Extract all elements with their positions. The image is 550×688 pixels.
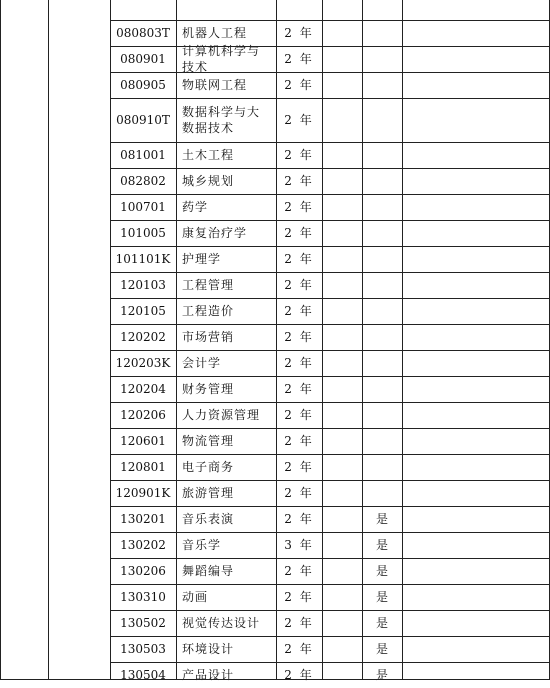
major-code-cell: 101005: [120, 226, 166, 240]
row-divider: [110, 98, 550, 99]
major-code-cell: 120203K: [115, 356, 171, 370]
study-length-cell: 3 年: [284, 538, 314, 552]
major-name-cell: 电子商务: [182, 460, 235, 474]
flag-cell: [362, 272, 402, 298]
table-row: [0, 610, 550, 636]
row-divider: [110, 428, 550, 429]
major-name-cell: 财务管理: [182, 382, 235, 396]
row-divider: [110, 246, 550, 247]
study-length-cell: 2 年: [284, 226, 314, 240]
study-length-cell: 2 年: [284, 113, 314, 127]
flag-cell: [362, 46, 402, 72]
major-code-cell: 080901: [120, 52, 166, 66]
major-code-cell: 120206: [120, 408, 166, 422]
major-code-cell: 082802: [120, 174, 166, 188]
major-name-cell: 护理学: [182, 252, 222, 266]
major-name-cell: 工程管理: [182, 278, 235, 292]
study-length-cell: 2 年: [284, 148, 314, 162]
table-row: [0, 506, 550, 532]
table-row: [0, 402, 550, 428]
flag-cell: [362, 376, 402, 402]
row-divider: [110, 480, 550, 481]
flag-cell: [362, 246, 402, 272]
table-row: [0, 662, 550, 688]
major-name-cell: 工程造价: [182, 304, 235, 318]
table-row: [0, 558, 550, 584]
major-name-cell: 环境设计: [182, 642, 235, 656]
table-row: [0, 272, 550, 298]
table-row: [0, 298, 550, 324]
table-row: [0, 72, 550, 98]
major-name-cell: 数据科学与大数据技术: [182, 105, 261, 135]
row-divider: [110, 142, 550, 143]
flag-cell: [362, 402, 402, 428]
table-row: [0, 20, 550, 46]
flag-cell: [362, 298, 402, 324]
major-name-cell: 城乡规划: [182, 174, 235, 188]
study-length-cell: 2 年: [284, 512, 314, 526]
row-divider: [110, 168, 550, 169]
flag-cell: 是: [375, 668, 388, 682]
row-divider: [110, 194, 550, 195]
major-code-cell: 120601: [120, 434, 166, 448]
flag-cell: [362, 98, 402, 142]
study-length-cell: 2 年: [284, 252, 314, 266]
flag-cell: [362, 220, 402, 246]
study-length-cell: 2 年: [284, 668, 314, 682]
flag-cell: 是: [375, 538, 388, 552]
flag-cell: [362, 454, 402, 480]
table-row: [0, 454, 550, 480]
major-name-cell: 动画: [182, 590, 209, 604]
row-divider: [110, 298, 550, 299]
row-divider: [110, 72, 550, 73]
row-divider: [110, 558, 550, 559]
study-length-cell: 2 年: [284, 330, 314, 344]
major-name-cell: 产品设计: [182, 668, 235, 682]
major-name-cell: 市场营销: [182, 330, 235, 344]
table-row: [0, 194, 550, 220]
flag-cell: [362, 168, 402, 194]
major-code-cell: 080803T: [116, 26, 170, 40]
table-row: [0, 46, 550, 72]
table-row: [0, 168, 550, 194]
table-row: [0, 532, 550, 558]
table-row: [0, 584, 550, 610]
major-name-cell: 药学: [182, 200, 209, 214]
study-length-cell: 2 年: [284, 78, 314, 92]
table-row: [0, 98, 550, 142]
major-code-cell: 101101K: [115, 252, 171, 266]
flag-cell: 是: [375, 512, 388, 526]
table-row: [0, 324, 550, 350]
table-row: [0, 480, 550, 506]
study-length-cell: 2 年: [284, 278, 314, 292]
major-code-cell: 130503: [120, 642, 166, 656]
major-code-cell: 130202: [120, 538, 166, 552]
major-name-cell: 音乐表演: [182, 512, 235, 526]
major-code-cell: 080910T: [116, 113, 170, 127]
flag-cell: [362, 428, 402, 454]
study-length-cell: 2 年: [284, 52, 314, 66]
major-code-cell: 120901K: [115, 486, 171, 500]
major-code-cell: 120202: [120, 330, 166, 344]
study-length-cell: 2 年: [284, 460, 314, 474]
flag-cell: 是: [375, 616, 388, 630]
major-code-cell: 100701: [120, 200, 166, 214]
flag-cell: [362, 480, 402, 506]
major-code-cell: 130502: [120, 616, 166, 630]
row-divider: [110, 584, 550, 585]
study-length-cell: 2 年: [284, 304, 314, 318]
table-row: [0, 142, 550, 168]
flag-cell: 是: [375, 590, 388, 604]
major-name-cell: 计算机科学与技术: [182, 44, 261, 74]
row-divider: [110, 454, 550, 455]
row-divider: [110, 324, 550, 325]
row-divider: [110, 532, 550, 533]
table-row: [0, 376, 550, 402]
major-code-cell: 130504: [120, 668, 166, 682]
study-length-cell: 2 年: [284, 434, 314, 448]
flag-cell: 是: [375, 642, 388, 656]
major-name-cell: 会计学: [182, 356, 222, 370]
row-divider: [110, 376, 550, 377]
table-row: [0, 220, 550, 246]
flag-cell: [362, 194, 402, 220]
row-divider: [110, 350, 550, 351]
major-name-cell: 旅游管理: [182, 486, 235, 500]
study-length-cell: 2 年: [284, 642, 314, 656]
major-code-cell: 120105: [120, 304, 166, 318]
major-name-cell: 视觉传达设计: [182, 616, 261, 630]
major-name-cell: 人力资源管理: [182, 408, 261, 422]
flag-cell: [362, 350, 402, 376]
study-length-cell: 2 年: [284, 382, 314, 396]
study-length-cell: 2 年: [284, 486, 314, 500]
major-code-cell: 120103: [120, 278, 166, 292]
study-length-cell: 2 年: [284, 200, 314, 214]
major-name-cell: 音乐学: [182, 538, 222, 552]
row-divider: [110, 20, 550, 21]
study-length-cell: 2 年: [284, 564, 314, 578]
table-row: [0, 246, 550, 272]
major-name-cell: 物流管理: [182, 434, 235, 448]
major-code-cell: 130201: [120, 512, 166, 526]
row-divider: [110, 220, 550, 221]
major-name-cell: 舞蹈编导: [182, 564, 235, 578]
major-name-cell: 机器人工程: [182, 26, 248, 40]
table-row: [0, 428, 550, 454]
flag-cell: [362, 20, 402, 46]
row-divider: [110, 610, 550, 611]
flag-cell: 是: [375, 564, 388, 578]
row-divider: [110, 506, 550, 507]
study-length-cell: 2 年: [284, 590, 314, 604]
study-length-cell: 2 年: [284, 174, 314, 188]
row-divider: [110, 636, 550, 637]
table-row: [0, 636, 550, 662]
flag-cell: [362, 324, 402, 350]
major-code-cell: 130310: [120, 590, 166, 604]
row-divider: [110, 662, 550, 663]
study-length-cell: 2 年: [284, 26, 314, 40]
flag-cell: [362, 72, 402, 98]
study-length-cell: 2 年: [284, 616, 314, 630]
major-name-cell: 康复治疗学: [182, 226, 248, 240]
major-code-cell: 080905: [120, 78, 166, 92]
table-row: [0, 350, 550, 376]
row-divider: [110, 272, 550, 273]
major-code-cell: 120204: [120, 382, 166, 396]
major-code-cell: 120801: [120, 460, 166, 474]
major-name-cell: 土木工程: [182, 148, 235, 162]
study-length-cell: 2 年: [284, 408, 314, 422]
major-code-cell: 081001: [120, 148, 166, 162]
major-name-cell: 物联网工程: [182, 78, 248, 92]
row-divider: [110, 402, 550, 403]
flag-cell: [362, 142, 402, 168]
major-code-cell: 130206: [120, 564, 166, 578]
study-length-cell: 2 年: [284, 356, 314, 370]
row-divider: [110, 46, 550, 47]
